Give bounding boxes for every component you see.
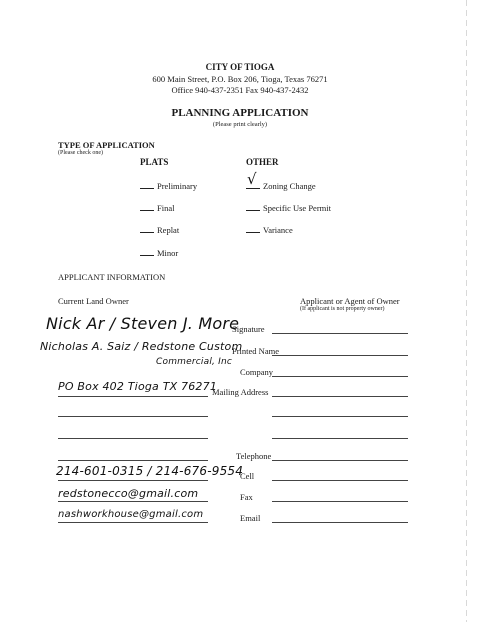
city-phone-fax: Office 940-437-2351 Fax 940-437-2432 [171, 85, 309, 95]
plat-option-minor[interactable]: Minor [140, 246, 178, 258]
city-name: CITY OF TIOGA [205, 62, 275, 72]
agent-address-line-2[interactable] [272, 416, 408, 417]
cell-label: Cell [240, 471, 255, 481]
owner-company-handwritten: Commercial, Inc [156, 357, 233, 367]
signature-label: Signature [232, 324, 265, 334]
agent-mailing-line[interactable] [272, 396, 408, 397]
agent-cell-line[interactable] [272, 480, 408, 481]
owner-signature-handwritten: Nick Ar / Steven J. More [46, 314, 240, 333]
owner-cell-line[interactable] [58, 480, 208, 481]
form-subtitle: (Please print clearly) [212, 121, 268, 128]
printed-name-label: Printed Name [232, 346, 279, 356]
agent-email-line[interactable] [272, 522, 408, 523]
other-option-variance[interactable]: Variance [246, 223, 293, 235]
city-address: 600 Main Street, P.O. Box 206, Tioga, Texas 76271 [152, 74, 328, 84]
checkbox-line[interactable] [140, 201, 154, 211]
other-option-zoning-change[interactable]: Zoning Change [246, 179, 316, 191]
checkbox-line[interactable] [140, 179, 154, 189]
applicant-agent-note: (If applicant is not property owner) [300, 306, 385, 312]
owner-mailing-address-handwritten: PO Box 402 Tioga TX 76271 [58, 380, 218, 393]
owner-email-line[interactable] [58, 522, 208, 523]
plat-option-final[interactable]: Final [140, 201, 174, 213]
current-land-owner-heading: Current Land Owner [58, 296, 129, 306]
plat-option-replat[interactable]: Replat [140, 223, 179, 235]
company-label: Company [240, 367, 274, 377]
email-label: Email [240, 513, 261, 523]
owner-mailing-line[interactable] [58, 396, 208, 397]
other-heading: OTHER [246, 157, 279, 167]
applicant-info-heading: APPLICANT INFORMATION [58, 272, 166, 282]
owner-address-line-2[interactable] [58, 416, 208, 417]
owner-address-line-3[interactable] [58, 438, 208, 439]
owner-telephone-line[interactable] [58, 460, 208, 461]
checkbox-line[interactable] [140, 246, 154, 256]
type-of-application-heading: TYPE OF APPLICATION [58, 140, 155, 150]
agent-signature-line[interactable] [272, 333, 408, 334]
owner-email-handwritten: nashworkhouse@gmail.com [58, 509, 204, 520]
plat-option-preliminary[interactable]: Preliminary [140, 179, 197, 191]
telephone-label: Telephone [236, 451, 272, 461]
agent-telephone-line[interactable] [272, 460, 408, 461]
agent-fax-line[interactable] [272, 501, 408, 502]
agent-printed-name-line[interactable] [272, 355, 408, 356]
other-option-specific-use-permit[interactable]: Specific Use Permit [246, 201, 331, 213]
agent-company-line[interactable] [272, 376, 408, 377]
fax-label: Fax [240, 492, 253, 502]
type-instruction: (Please check one) [58, 150, 103, 156]
mailing-address-label: Mailing Address [212, 387, 269, 397]
owner-cell-handwritten: 214-601-0315 / 214-676-9554 [56, 464, 244, 478]
agent-address-line-3[interactable] [272, 438, 408, 439]
applicant-agent-heading: Applicant or Agent of Owner [300, 296, 400, 306]
checkbox-line[interactable] [140, 223, 154, 233]
check-mark-icon: √ [247, 170, 257, 188]
owner-fax-handwritten: redstonecco@gmail.com [58, 487, 199, 500]
form-title: PLANNING APPLICATION [171, 107, 309, 119]
checkbox-line[interactable] [246, 223, 260, 233]
plats-heading: PLATS [140, 157, 169, 167]
checkbox-line[interactable] [246, 201, 260, 211]
owner-fax-line[interactable] [58, 501, 208, 502]
owner-printed-name-handwritten: Nicholas A. Saiz / Redstone Custom [40, 340, 243, 353]
